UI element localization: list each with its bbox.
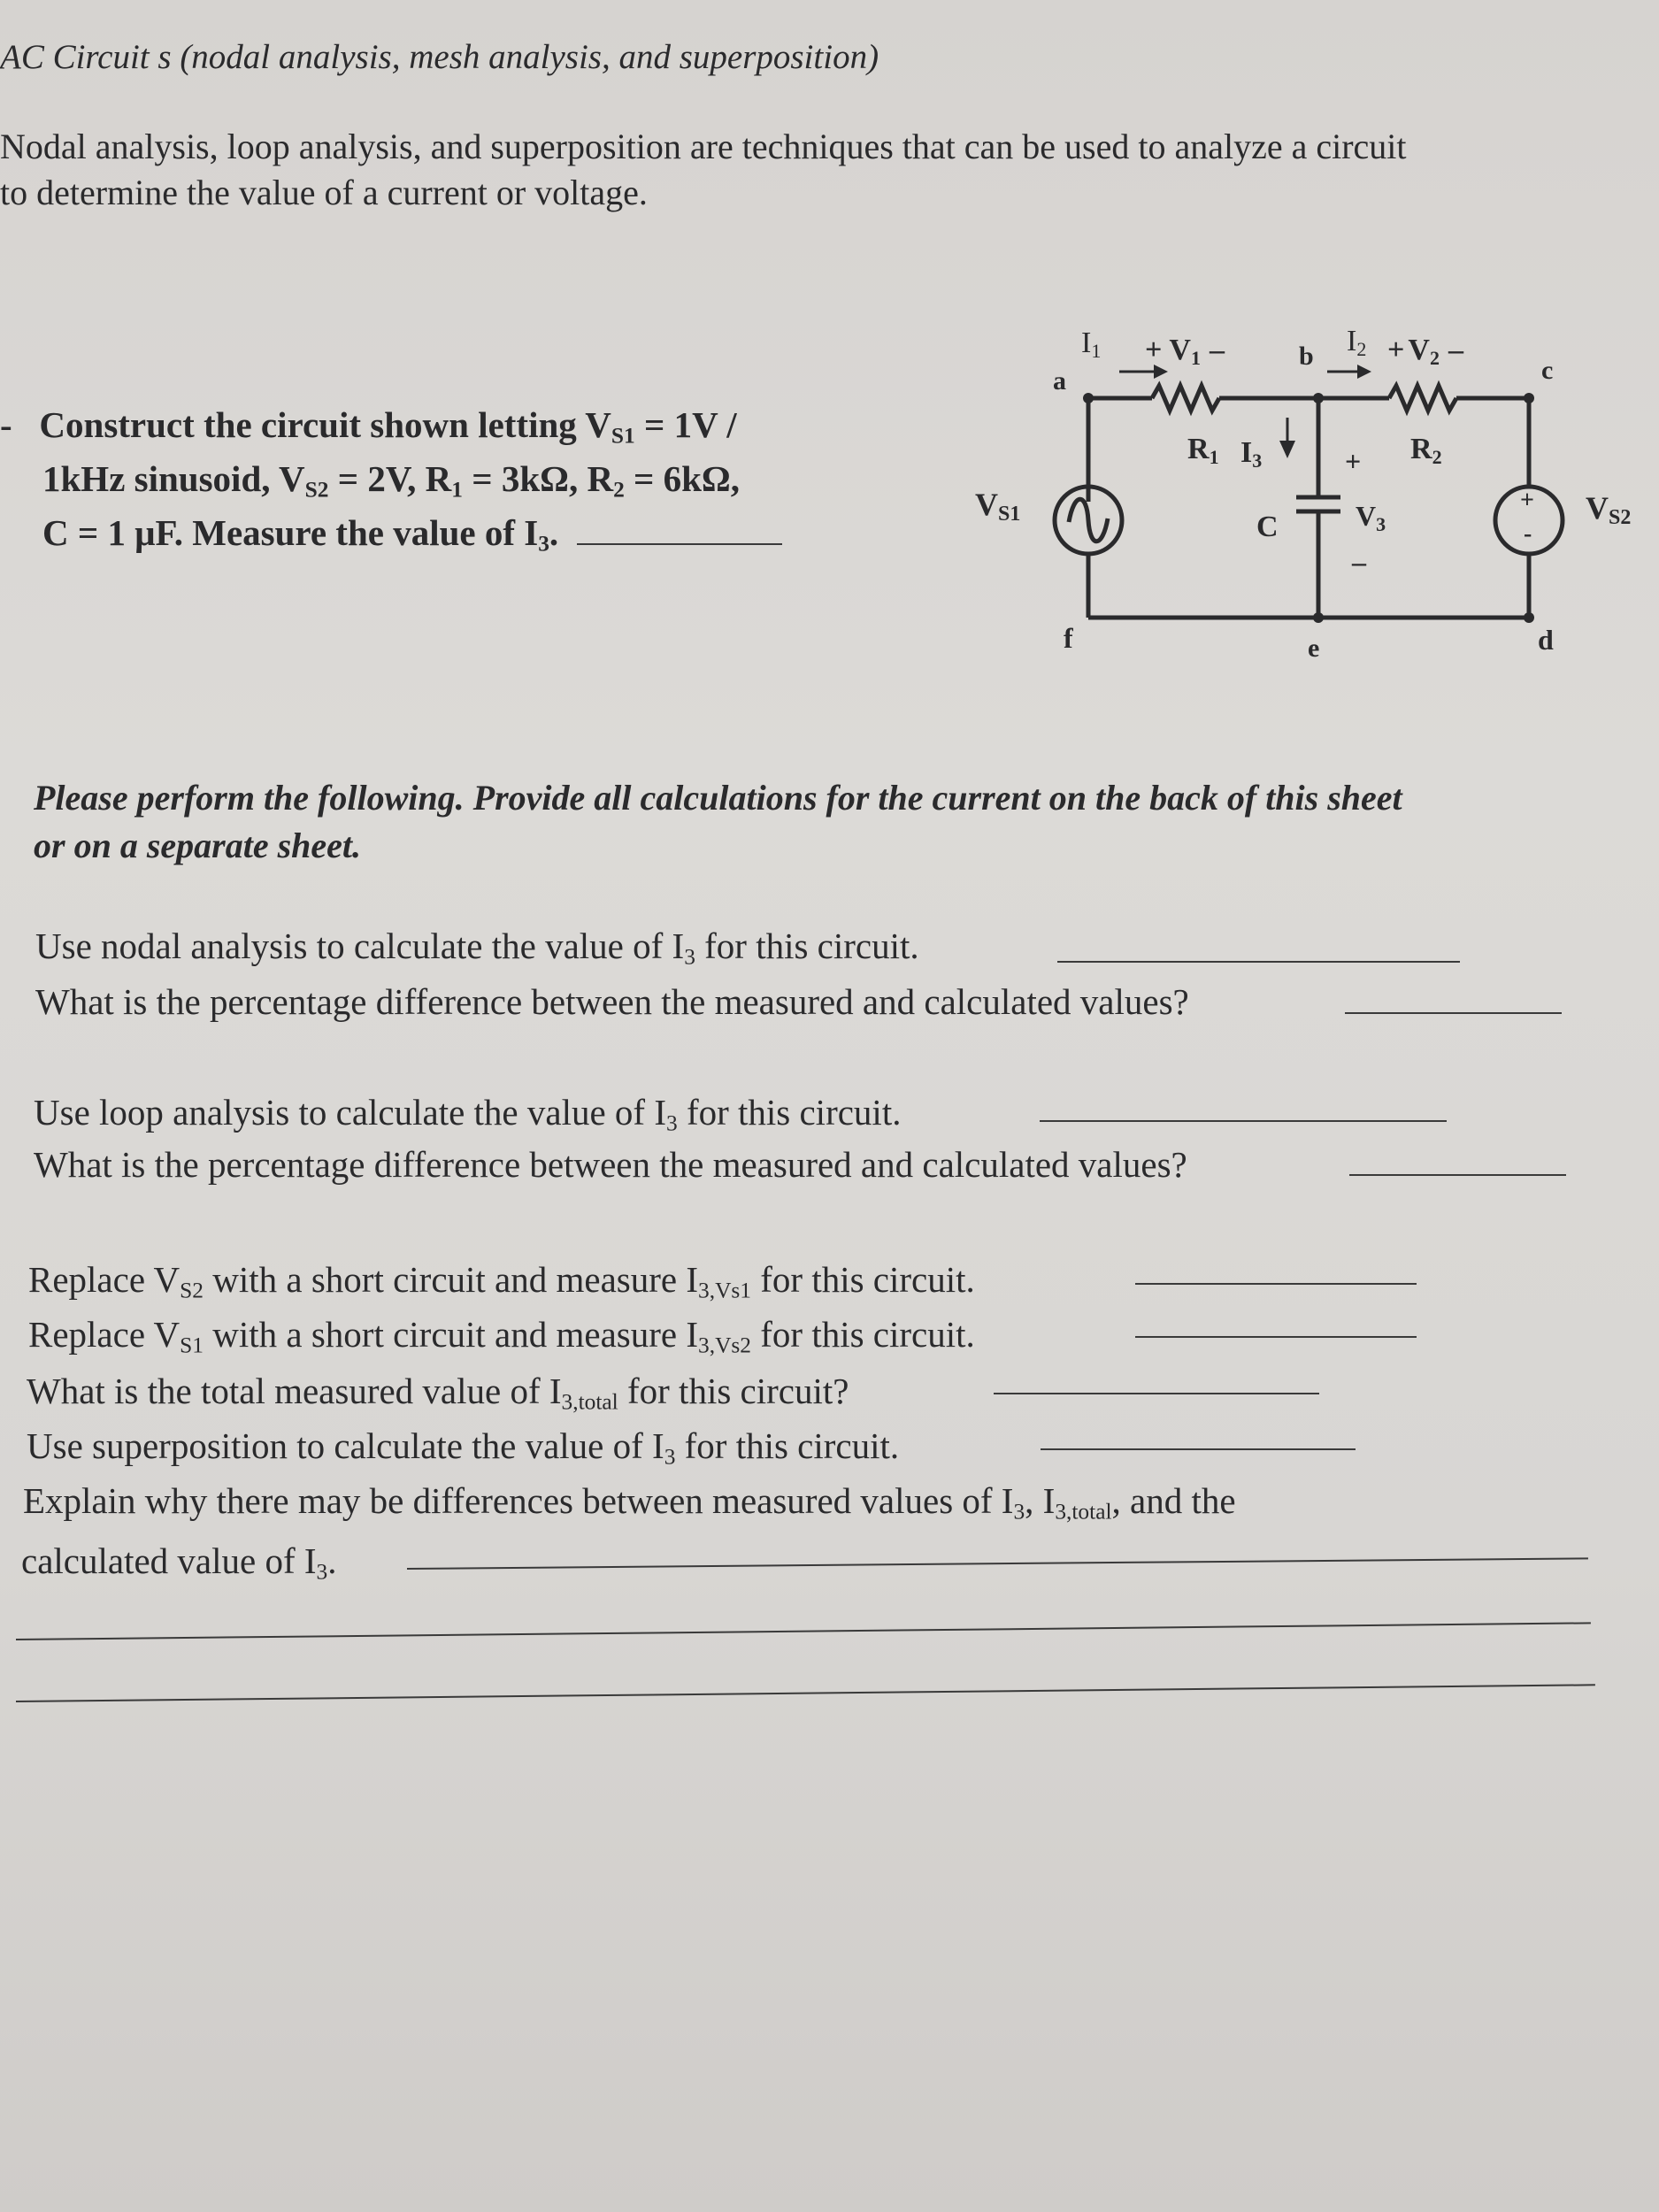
node-dot-d [1524, 612, 1534, 623]
answer-line-explain-3[interactable] [16, 1684, 1595, 1702]
answer-line-nodal-i3[interactable] [1057, 961, 1460, 963]
exercise-statement [0, 398, 782, 560]
node-label-f: f [1064, 622, 1073, 654]
resistor-r2 [1389, 386, 1456, 411]
node-dot-b [1313, 393, 1324, 403]
superposition-question-3: What is the total measured value of $I_{3,total}$ for this circuit? [27, 1371, 849, 1415]
i2-arrowhead [1357, 365, 1371, 379]
node-dot-a [1083, 393, 1094, 403]
node-label-b: b [1299, 342, 1314, 371]
sine-symbol [1069, 499, 1108, 541]
answer-line-i3-vs2[interactable] [1135, 1336, 1417, 1338]
label-r1: R1 [1187, 433, 1219, 468]
answer-line-i3-vs1[interactable] [1135, 1283, 1417, 1285]
label-v3-plus: + [1345, 445, 1362, 477]
answer-line-explain-1[interactable] [407, 1557, 1588, 1570]
node-label-d: d [1538, 624, 1554, 656]
circuit-diagram [956, 310, 1659, 681]
instructions [34, 774, 1402, 870]
resistor-r1 [1152, 386, 1219, 411]
answer-line-loop-percent[interactable] [1349, 1174, 1566, 1176]
page-title: AC Circuit s (nodal analysis, mesh analysis, and superposition) [0, 38, 879, 76]
node-dot-c [1524, 393, 1534, 403]
bullet: - [0, 404, 12, 445]
label-v2: + V2 – [1387, 334, 1463, 369]
label-vs2: VS2 [1586, 490, 1632, 529]
label-i3: I3 [1240, 436, 1263, 472]
node-label-a: a [1053, 366, 1066, 396]
i1-arrowhead [1154, 365, 1168, 379]
answer-line-i3-total[interactable] [994, 1393, 1319, 1394]
exercise-line-1: - Construct the circuit shown letting $V_{S1} = 1V$ / [0, 404, 737, 449]
node-label-e: e [1308, 634, 1320, 663]
instructions-line-1: Please perform the following. Provide all calculations for the current on the back of this sheet [34, 778, 1402, 818]
i3-arrowhead [1279, 441, 1295, 458]
exercise-line-3: C = 1 μF. Measure the value of $I_3$. [0, 506, 782, 560]
label-vs1: VS1 [975, 487, 1021, 526]
superposition-question-1: Replace $V_{S2}$ with a short circuit and measure $I_{3,Vs1}$ for this circuit. [28, 1259, 975, 1303]
superposition-question-2: Replace $V_{S1}$ with a short circuit and measure $I_{3,Vs2}$ for this circuit. [28, 1314, 975, 1358]
label-i2: I2 [1347, 325, 1367, 360]
label-i1: I1 [1081, 326, 1102, 362]
vs2-plus-sign: + [1520, 487, 1534, 514]
loop-question-2: What is the percentage difference between the measured and calculated values? [34, 1144, 1187, 1185]
vs2-minus-sign: - [1524, 520, 1532, 548]
answer-line-nodal-percent[interactable] [1345, 1012, 1562, 1014]
label-v1: + V1 – [1145, 334, 1225, 369]
label-v3: V3 [1356, 500, 1386, 535]
answer-line-explain-2[interactable] [16, 1622, 1591, 1640]
superposition-question-5: Explain why there may be differences between measured values of $I_3$, $I_{3,total}$, and the [23, 1480, 1236, 1525]
label-capacitor: C [1256, 511, 1279, 543]
answer-line-loop-i3[interactable] [1040, 1120, 1447, 1122]
exercise-line-2: 1kHz sinusoid, $V_{S2} = 2V$, $R_1 = 3k\Omega$, $R_2 = 6k\Omega$, [42, 458, 741, 503]
answer-line-superposition-i3[interactable] [1041, 1448, 1356, 1450]
intro-line-1: Nodal analysis, loop analysis, and superposition are techniques that can be used to analyze a circuit [0, 127, 1407, 166]
nodal-question-1: Use nodal analysis to calculate the value of $I_3$ for this circuit. [35, 926, 919, 970]
label-v3-minus: – [1352, 546, 1366, 578]
loop-question-1: Use loop analysis to calculate the value of $I_3$ for this circuit. [34, 1092, 902, 1136]
label-r2: R2 [1410, 433, 1442, 468]
node-dot-e [1313, 612, 1324, 623]
node-label-c: c [1541, 356, 1554, 385]
intro-paragraph [0, 124, 1407, 216]
superposition-question-6: calculated value of $I_3$. [21, 1540, 337, 1585]
superposition-question-4: Use superposition to calculate the value of $I_3$ for this circuit. [27, 1425, 900, 1470]
instructions-line-2: or on a separate sheet. [34, 826, 361, 865]
answer-blank-measured-i3[interactable] [577, 541, 782, 545]
nodal-question-2: What is the percentage difference between the measured and calculated values? [35, 981, 1189, 1022]
intro-line-2: to determine the value of a current or voltage. [0, 173, 648, 212]
